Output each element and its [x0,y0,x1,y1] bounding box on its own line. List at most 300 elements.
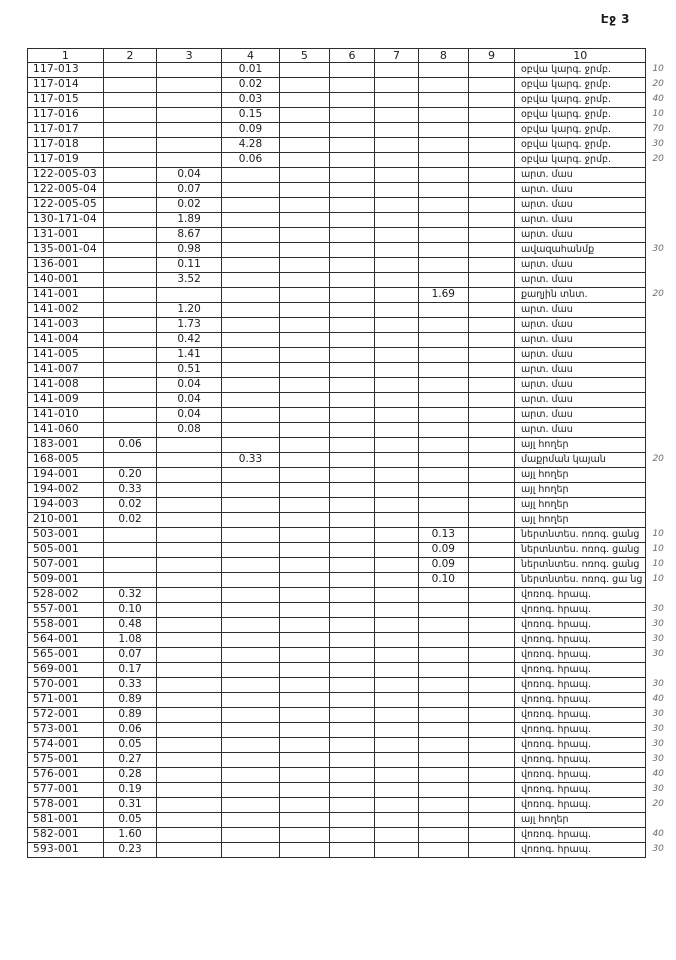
value-cell-col-4 [221,408,279,423]
value-cell-col-2 [103,408,156,423]
value-cell-col-8 [418,513,469,528]
value-cell-col-8: 0.10 [418,573,469,588]
table-row [28,408,676,423]
value-cell-col-6 [329,648,375,663]
value-cell-col-9 [469,108,515,123]
value-cell-col-6 [329,603,375,618]
value-cell-col-5 [280,528,330,543]
value-cell-col-2 [103,393,156,408]
value-cell-col-7 [375,363,418,378]
value-cell-col-5 [280,693,330,708]
margin-note [646,348,676,363]
table-row [28,573,676,588]
value-cell-col-6 [329,723,375,738]
value-cell-col-8 [418,678,469,693]
margin-note: 40 [652,829,664,840]
value-cell-col-2 [103,528,156,543]
value-cell-col-4 [221,468,279,483]
table-row [28,378,676,393]
table-row [28,63,676,78]
value-cell-col-8 [418,408,469,423]
land-use-label-cell: արտ. մաս [514,213,645,228]
margin-note [646,663,676,678]
table-row [28,768,676,783]
parcel-code-cell: 505-001 [28,543,104,558]
value-cell-col-7 [375,633,418,648]
table-row [28,558,676,573]
value-cell-col-5 [280,573,330,588]
table-row [28,618,676,633]
value-cell-col-8 [418,273,469,288]
value-cell-col-6 [329,738,375,753]
value-cell-col-2: 0.07 [103,648,156,663]
value-cell-col-6 [329,138,375,153]
value-cell-col-6 [329,573,375,588]
parcel-code-cell: 136-001 [28,258,104,273]
value-cell-col-6 [329,753,375,768]
value-cell-col-7 [375,738,418,753]
value-cell-col-3 [157,153,222,168]
value-cell-col-9 [469,468,515,483]
table-row [28,843,676,858]
parcel-code-cell: 509-001 [28,573,104,588]
value-cell-col-3: 0.04 [157,378,222,393]
margin-note [646,498,676,513]
value-cell-col-9 [469,513,515,528]
margin-note: 30 [652,649,664,660]
value-cell-col-4 [221,573,279,588]
value-cell-col-3 [157,468,222,483]
value-cell-col-2 [103,198,156,213]
value-cell-col-8 [418,423,469,438]
value-cell-col-8 [418,738,469,753]
value-cell-col-9 [469,213,515,228]
value-cell-col-5 [280,78,330,93]
value-cell-col-5 [280,63,330,78]
value-cell-col-7 [375,183,418,198]
value-cell-col-8 [418,693,469,708]
value-cell-col-6 [329,663,375,678]
parcel-code-cell: 557-001 [28,603,104,618]
parcel-code-cell: 117-019 [28,153,104,168]
parcel-code-cell: 574-001 [28,738,104,753]
value-cell-col-3 [157,693,222,708]
value-cell-col-9 [469,438,515,453]
value-cell-col-7 [375,543,418,558]
value-cell-col-8: 0.09 [418,543,469,558]
value-cell-col-9 [469,798,515,813]
value-cell-col-7 [375,348,418,363]
parcel-code-cell: 141-007 [28,363,104,378]
value-cell-col-4: 4.28 [221,138,279,153]
margin-note [646,183,676,198]
table-row [28,603,676,618]
value-cell-col-4 [221,618,279,633]
value-cell-col-5 [280,468,330,483]
value-cell-col-5 [280,498,330,513]
value-cell-col-2: 0.19 [103,783,156,798]
value-cell-col-9 [469,408,515,423]
value-cell-col-4 [221,693,279,708]
value-cell-col-5 [280,603,330,618]
value-cell-col-8 [418,168,469,183]
land-parcel-table [27,48,676,858]
value-cell-col-9 [469,828,515,843]
land-use-label-cell: այլ հողեր [514,468,645,483]
value-cell-col-4 [221,648,279,663]
value-cell-col-8 [418,633,469,648]
value-cell-col-4 [221,588,279,603]
parcel-code-cell: 117-017 [28,123,104,138]
land-use-label-cell: արտ. մաս [514,273,645,288]
value-cell-col-6 [329,768,375,783]
value-cell-col-4 [221,678,279,693]
value-cell-col-9 [469,138,515,153]
value-cell-col-6 [329,408,375,423]
value-cell-col-9 [469,663,515,678]
value-cell-col-5 [280,828,330,843]
value-cell-col-9 [469,543,515,558]
value-cell-col-8 [418,603,469,618]
value-cell-col-2: 0.10 [103,603,156,618]
value-cell-col-9 [469,333,515,348]
value-cell-col-2: 1.60 [103,828,156,843]
value-cell-col-3: 1.89 [157,213,222,228]
value-cell-col-7 [375,228,418,243]
table-row [28,78,676,93]
value-cell-col-7 [375,663,418,678]
margin-note: 40 [652,769,664,780]
value-cell-col-8 [418,813,469,828]
value-cell-col-3 [157,453,222,468]
value-cell-col-6 [329,558,375,573]
margin-note [646,393,676,408]
value-cell-col-5 [280,753,330,768]
parcel-code-cell: 210-001 [28,513,104,528]
land-use-label-cell: օբվա կարգ. ջրմբ. [514,78,645,93]
value-cell-col-3 [157,738,222,753]
value-cell-col-6 [329,213,375,228]
margin-note [646,588,676,603]
value-cell-col-9 [469,318,515,333]
value-cell-col-2 [103,273,156,288]
value-cell-col-3 [157,678,222,693]
value-cell-col-2 [103,153,156,168]
parcel-code-cell: 571-001 [28,693,104,708]
table-row [28,648,676,663]
land-use-label-cell: վոռոգ. հրապ. [514,603,645,618]
value-cell-col-5 [280,678,330,693]
value-cell-col-9 [469,633,515,648]
value-cell-col-5 [280,123,330,138]
value-cell-col-2: 0.89 [103,693,156,708]
value-cell-col-7 [375,408,418,423]
value-cell-col-8 [418,333,469,348]
value-cell-col-4 [221,318,279,333]
parcel-code-cell: 122-005-04 [28,183,104,198]
value-cell-col-9 [469,168,515,183]
value-cell-col-4 [221,243,279,258]
value-cell-col-2 [103,228,156,243]
value-cell-col-9 [469,738,515,753]
land-use-label-cell: վոռոգ. հրապ. [514,678,645,693]
value-cell-col-8 [418,723,469,738]
value-cell-col-8 [418,378,469,393]
table-row [28,168,676,183]
parcel-code-cell: 194-001 [28,468,104,483]
value-cell-col-2 [103,573,156,588]
value-cell-col-3 [157,663,222,678]
value-cell-col-5 [280,393,330,408]
value-cell-col-8 [418,438,469,453]
value-cell-col-6 [329,168,375,183]
margin-note: 20 [652,799,664,810]
value-cell-col-9 [469,708,515,723]
value-cell-col-6 [329,93,375,108]
value-cell-col-4 [221,738,279,753]
value-cell-col-2 [103,183,156,198]
value-cell-col-2: 0.23 [103,843,156,858]
value-cell-col-8 [418,783,469,798]
margin-note: 20 [652,289,664,300]
value-cell-col-9 [469,363,515,378]
value-cell-col-3: 0.04 [157,393,222,408]
margin-note: 20 [652,79,664,90]
value-cell-col-4 [221,378,279,393]
value-cell-col-8 [418,123,469,138]
margin-note: 30 [652,784,664,795]
value-cell-col-9 [469,558,515,573]
value-cell-col-4: 0.09 [221,123,279,138]
parcel-code-cell: 141-001 [28,288,104,303]
land-use-label-cell: վոռոգ. հրապ. [514,828,645,843]
value-cell-col-7 [375,678,418,693]
value-cell-col-4 [221,423,279,438]
table-row [28,528,676,543]
parcel-code-cell: 141-004 [28,333,104,348]
value-cell-col-7 [375,168,418,183]
value-cell-col-3 [157,648,222,663]
table-row [28,258,676,273]
parcel-code-cell: 507-001 [28,558,104,573]
value-cell-col-6 [329,273,375,288]
value-cell-col-6 [329,183,375,198]
value-cell-col-5 [280,843,330,858]
table-row [28,198,676,213]
value-cell-col-8 [418,348,469,363]
value-cell-col-4 [221,513,279,528]
value-cell-col-7 [375,93,418,108]
value-cell-col-6 [329,108,375,123]
value-cell-col-6 [329,693,375,708]
value-cell-col-2: 0.33 [103,678,156,693]
value-cell-col-7 [375,63,418,78]
value-cell-col-4: 0.33 [221,453,279,468]
value-cell-col-2 [103,168,156,183]
land-use-label-cell: վոռոգ. հրապ. [514,708,645,723]
value-cell-col-2 [103,543,156,558]
value-cell-col-3 [157,123,222,138]
value-cell-col-8 [418,108,469,123]
value-cell-col-5 [280,243,330,258]
table-row [28,453,676,468]
value-cell-col-7 [375,768,418,783]
value-cell-col-2: 0.33 [103,483,156,498]
value-cell-col-4: 0.03 [221,93,279,108]
value-cell-col-2 [103,348,156,363]
value-cell-col-7 [375,513,418,528]
parcel-code-cell: 141-009 [28,393,104,408]
table-row [28,663,676,678]
value-cell-col-9 [469,183,515,198]
margin-note: 30 [652,139,664,150]
land-use-label-cell: վոռոգ. հրապ. [514,663,645,678]
land-use-label-cell: այլ հողեր [514,513,645,528]
value-cell-col-6 [329,543,375,558]
value-cell-col-9 [469,693,515,708]
parcel-code-cell: 581-001 [28,813,104,828]
value-cell-col-6 [329,258,375,273]
value-cell-col-9 [469,678,515,693]
parcel-code-cell: 117-013 [28,63,104,78]
value-cell-col-7 [375,783,418,798]
value-cell-col-7 [375,498,418,513]
value-cell-col-9 [469,648,515,663]
value-cell-col-9 [469,588,515,603]
value-cell-col-3 [157,288,222,303]
margin-note [646,303,676,318]
value-cell-col-5 [280,153,330,168]
land-use-label-cell: օբվա կարգ. ջրմբ. [514,138,645,153]
parcel-code-cell: 573-001 [28,723,104,738]
land-use-label-cell: ներտնտես. ոռոգ. ցանց [514,558,645,573]
value-cell-col-4 [221,273,279,288]
land-use-label-cell: այլ հողեր [514,438,645,453]
table-row [28,108,676,123]
value-cell-col-7 [375,288,418,303]
value-cell-col-4 [221,333,279,348]
column-header-4: 4 [221,49,279,63]
value-cell-col-3 [157,78,222,93]
value-cell-col-9 [469,228,515,243]
margin-note: 10 [652,529,664,540]
value-cell-col-2 [103,258,156,273]
value-cell-col-9 [469,423,515,438]
value-cell-col-6 [329,363,375,378]
table-row [28,288,676,303]
value-cell-col-3 [157,618,222,633]
value-cell-col-7 [375,378,418,393]
value-cell-col-5 [280,738,330,753]
table-row [28,228,676,243]
margin-note: 20 [652,154,664,165]
land-use-label-cell: արտ. մաս [514,303,645,318]
value-cell-col-9 [469,198,515,213]
value-cell-col-7 [375,318,418,333]
value-cell-col-3 [157,708,222,723]
column-header-7: 7 [375,49,418,63]
value-cell-col-8 [418,228,469,243]
value-cell-col-6 [329,783,375,798]
value-cell-col-3 [157,723,222,738]
table-row [28,798,676,813]
value-cell-col-3: 0.51 [157,363,222,378]
value-cell-col-6 [329,78,375,93]
value-cell-col-3 [157,633,222,648]
land-use-label-cell: վոռոգ. հրապ. [514,648,645,663]
value-cell-col-4 [221,783,279,798]
land-use-label-cell: արտ. մաս [514,318,645,333]
margin-note: 70 [652,124,664,135]
margin-note: 30 [652,619,664,630]
parcel-code-cell: 122-005-03 [28,168,104,183]
table-row [28,813,676,828]
value-cell-col-9 [469,528,515,543]
parcel-code-cell: 194-002 [28,483,104,498]
margin-note [646,813,676,828]
value-cell-col-2: 0.17 [103,663,156,678]
value-cell-col-7 [375,123,418,138]
value-cell-col-7 [375,438,418,453]
land-use-label-cell: ներտնտես. ոռոգ. ցանց [514,528,645,543]
value-cell-col-3 [157,483,222,498]
value-cell-col-2: 0.06 [103,438,156,453]
table-row [28,273,676,288]
parcel-code-cell: 576-001 [28,768,104,783]
table-row [28,153,676,168]
land-use-label-cell: վոռոգ. հրապ. [514,618,645,633]
value-cell-col-2 [103,138,156,153]
value-cell-col-2 [103,423,156,438]
value-cell-col-7 [375,798,418,813]
value-cell-col-2: 0.05 [103,738,156,753]
value-cell-col-6 [329,483,375,498]
parcel-code-cell: 141-008 [28,378,104,393]
value-cell-col-7 [375,138,418,153]
value-cell-col-8 [418,303,469,318]
value-cell-col-8 [418,318,469,333]
margin-note: 30 [652,634,664,645]
value-cell-col-6 [329,678,375,693]
value-cell-col-7 [375,153,418,168]
header-row [28,49,676,63]
value-cell-col-7 [375,588,418,603]
value-cell-col-2 [103,333,156,348]
margin-note: 30 [652,709,664,720]
margin-note [646,408,676,423]
value-cell-col-4 [221,633,279,648]
value-cell-col-5 [280,648,330,663]
value-cell-col-9 [469,288,515,303]
table-row [28,483,676,498]
value-cell-col-6 [329,798,375,813]
value-cell-col-5 [280,453,330,468]
table-row [28,213,676,228]
value-cell-col-7 [375,273,418,288]
parcel-code-cell: 578-001 [28,798,104,813]
column-header-10: 10 [514,49,645,63]
value-cell-col-7 [375,198,418,213]
value-cell-col-2: 0.27 [103,753,156,768]
value-cell-col-5 [280,318,330,333]
parcel-code-cell: 130-171-04 [28,213,104,228]
value-cell-col-4 [221,258,279,273]
margin-note: 30 [652,244,664,255]
value-cell-col-5 [280,183,330,198]
value-cell-col-6 [329,198,375,213]
table-row [28,738,676,753]
value-cell-col-3 [157,798,222,813]
